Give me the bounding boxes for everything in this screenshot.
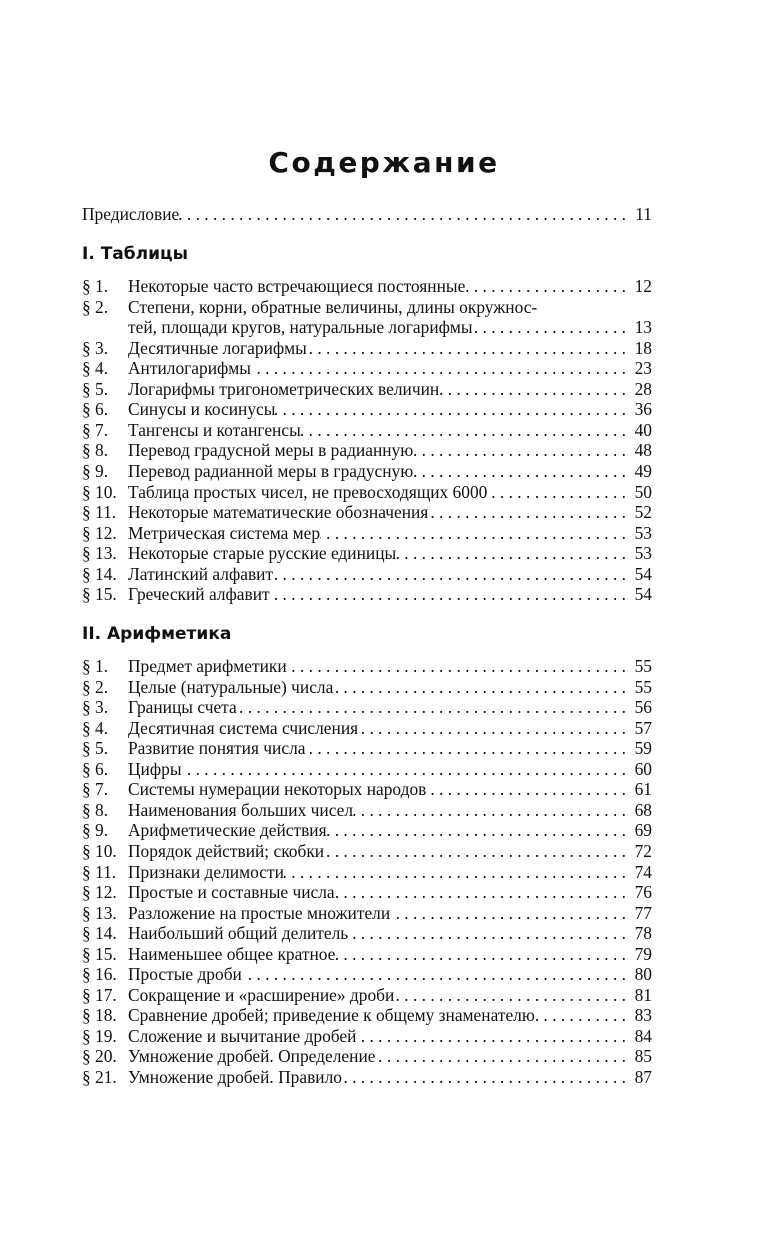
leader-dots — [535, 1005, 626, 1025]
toc-entry — [82, 1067, 652, 1087]
toc-entry-page: 49 — [634, 461, 652, 481]
leader-dots — [348, 923, 626, 943]
toc-entry-page: 87 — [634, 1067, 652, 1087]
toc-entry-text: Наибольший общий делитель — [128, 923, 349, 943]
section-number: § 2. — [82, 297, 109, 317]
toc-entry — [82, 502, 652, 522]
toc-entry-text: Предмет арифметики — [128, 656, 287, 676]
section-heading: I. Таблицы — [82, 244, 188, 264]
leader-dots — [287, 656, 626, 676]
toc-entry-text: Арифметические действия — [128, 820, 327, 840]
leader-dots — [242, 964, 626, 984]
section-number: § 11. — [82, 862, 117, 882]
toc-entry-page: 81 — [634, 985, 652, 1005]
toc-entry-text: Латинский алфавит — [128, 564, 274, 584]
toc-entry — [82, 461, 652, 481]
section-number: § 1. — [82, 276, 109, 296]
section-number: § 3. — [82, 697, 109, 717]
toc-entry-text: Сравнение дробей; приведение к общему знаменателю — [128, 1005, 535, 1025]
toc-entry-page: 53 — [634, 523, 652, 543]
toc-entry-text: Простые и составные числа — [128, 882, 335, 902]
leader-dots — [487, 482, 626, 502]
toc-entry-page: 69 — [634, 820, 652, 840]
toc-entry-page: 54 — [634, 584, 652, 604]
toc-entry-page: 79 — [634, 944, 652, 964]
toc-entry-text: Синусы и косинусы — [128, 399, 276, 419]
leader-dots — [327, 820, 626, 840]
section-number: § 12. — [82, 882, 117, 902]
toc-entry-text: Тангенсы и котангенсы — [128, 420, 301, 440]
toc-entry-page: 18 — [634, 338, 652, 358]
toc-entry-text: Десятичные логарифмы — [128, 338, 307, 358]
section-heading: II. Арифметика — [82, 624, 232, 644]
toc-entry-text: Метрическая система мер — [128, 523, 321, 543]
section-number: § 5. — [82, 379, 109, 399]
toc-entry-text: Некоторые часто встречающиеся постоянные — [128, 276, 466, 296]
toc-entry — [82, 759, 652, 779]
leader-dots — [270, 584, 626, 604]
leader-dots — [179, 204, 626, 224]
toc-entry-text: Антилогарифмы — [128, 358, 251, 378]
toc-entry — [82, 656, 652, 676]
leader-dots — [273, 564, 626, 584]
section-number: § 10. — [82, 841, 117, 861]
section-number: § 21. — [82, 1067, 117, 1087]
toc-entry — [82, 820, 652, 840]
toc-entry-page: 57 — [634, 718, 652, 738]
section-number: § 6. — [82, 759, 109, 779]
toc-entry — [82, 584, 652, 604]
toc-entry-text: Наименьшее общее кратное — [128, 944, 336, 964]
section-number: § 19. — [82, 1026, 117, 1046]
leader-dots — [333, 677, 626, 697]
section-number: § 8. — [82, 440, 109, 460]
toc-entry — [82, 779, 652, 799]
toc-entry-page: 84 — [634, 1026, 652, 1046]
toc-entry-text: Границы счета — [128, 697, 237, 717]
section-number: § 13. — [82, 543, 117, 563]
toc-entry-text: Цифры — [128, 759, 182, 779]
section-number: § 4. — [82, 718, 109, 738]
toc-entry-page: 61 — [634, 779, 652, 799]
toc-entry-text: Греческий алфавит — [128, 584, 270, 604]
toc-entry-page: 76 — [634, 882, 652, 902]
section-number: § 14. — [82, 923, 117, 943]
section-number: § 5. — [82, 738, 109, 758]
section-number: § 11. — [82, 502, 117, 522]
section-number: § 3. — [82, 338, 109, 358]
toc-entry-page: 80 — [634, 964, 652, 984]
leader-dots — [356, 1026, 626, 1046]
toc-entry — [82, 882, 652, 902]
toc-entry — [82, 543, 652, 563]
toc-entry-text: Сложение и вычитание дробей — [128, 1026, 357, 1046]
toc-entry — [82, 718, 652, 738]
toc-entry — [82, 985, 652, 1005]
toc-entry-page: 68 — [634, 800, 652, 820]
toc-entry — [82, 944, 652, 964]
toc-entry-page: 12 — [634, 276, 652, 296]
toc-entry-page: 50 — [634, 482, 652, 502]
toc-entry-text: Перевод градусной меры в радианную — [128, 440, 414, 460]
toc-entry-text: тей, площади кругов, натуральные логарифмы — [128, 317, 473, 337]
leader-dots — [275, 399, 626, 419]
toc-entry-page: 74 — [634, 862, 652, 882]
toc-entry-text: Перевод радианной меры в градусную — [128, 461, 414, 481]
leader-dots — [375, 1046, 626, 1066]
toc-entry-page: 40 — [634, 420, 652, 440]
section-number: § 12. — [82, 523, 117, 543]
toc-entry-page: 55 — [634, 677, 652, 697]
toc-entry-page: 48 — [634, 440, 652, 460]
toc-entry-text: Десятичная система счисления — [128, 718, 359, 738]
toc-entry-page: 36 — [634, 399, 652, 419]
toc-entry-text: Наименования больших чисел — [128, 800, 354, 820]
toc-entry-page: 55 — [634, 656, 652, 676]
toc-entry — [82, 738, 652, 758]
toc-entry — [82, 358, 652, 378]
leader-dots — [439, 379, 626, 399]
toc-entry-page: 28 — [634, 379, 652, 399]
toc-entry-text: Сокращение и «расширение» дроби — [128, 985, 395, 1005]
toc-entry-text: Системы нумерации некоторых народов — [128, 779, 427, 799]
section-number: § 7. — [82, 420, 109, 440]
toc-entry — [82, 379, 652, 399]
leader-dots — [251, 358, 626, 378]
leader-dots — [307, 338, 626, 358]
toc-entry-text: Признаки делимости — [128, 862, 284, 882]
leader-dots — [413, 461, 626, 481]
section-number: § 2. — [82, 677, 109, 697]
toc-entry-page: 13 — [634, 317, 652, 337]
toc-entry-text: Разложение на простые множители — [128, 903, 391, 923]
leader-dots — [473, 317, 626, 337]
toc-entry — [82, 677, 652, 697]
section-number: § 17. — [82, 985, 117, 1005]
toc-entry — [82, 964, 652, 984]
toc-entry-page: 85 — [634, 1046, 652, 1066]
toc-entry-page: 56 — [634, 697, 652, 717]
section-number: § 16. — [82, 964, 117, 984]
toc-entry — [82, 523, 652, 543]
toc-entry-text: Некоторые старые русские единицы — [128, 543, 397, 563]
toc-entry-text: Умножение дробей. Правило — [128, 1067, 342, 1087]
toc-entry-text: Умножение дробей. Определение — [128, 1046, 376, 1066]
toc-entry — [82, 923, 652, 943]
toc-entry-text: Степени, корни, обратные величины, длины окружнос- — [128, 297, 538, 317]
leader-dots — [335, 882, 626, 902]
section-number: § 4. — [82, 358, 109, 378]
toc-entry-page: 54 — [634, 564, 652, 584]
toc-entry-text: Простые дроби — [128, 964, 242, 984]
section-number: § 10. — [82, 482, 117, 502]
leader-dots — [237, 697, 626, 717]
section-number: § 8. — [82, 800, 109, 820]
leader-dots — [396, 543, 626, 563]
toc-entry-page: 72 — [634, 841, 652, 861]
toc-entry — [82, 297, 652, 317]
section-number: § 20. — [82, 1046, 117, 1066]
section-number: § 15. — [82, 944, 117, 964]
toc-entry — [82, 697, 652, 717]
toc-entry — [82, 317, 652, 337]
toc-entry-page: 53 — [634, 543, 652, 563]
section-number: § 14. — [82, 564, 117, 584]
leader-dots — [305, 738, 626, 758]
leader-dots — [301, 420, 626, 440]
leader-dots — [353, 800, 626, 820]
toc-entry — [82, 420, 652, 440]
toc-entry — [82, 1046, 652, 1066]
toc-entry-preface — [82, 204, 652, 224]
section-number: § 1. — [82, 656, 109, 676]
leader-dots — [465, 276, 626, 296]
toc-entry — [82, 1005, 652, 1025]
toc-entry — [82, 564, 652, 584]
toc-entry — [82, 841, 652, 861]
section-number: § 9. — [82, 461, 109, 481]
section-number: § 7. — [82, 779, 109, 799]
toc-entry — [82, 903, 652, 923]
section-number: § 18. — [82, 1005, 117, 1025]
toc-entry-page: 78 — [634, 923, 652, 943]
toc-entry-page: 23 — [634, 358, 652, 378]
toc-entry — [82, 1026, 652, 1046]
section-number: § 6. — [82, 399, 109, 419]
leader-dots — [358, 718, 626, 738]
toc-entry-text: Развитие понятия числа — [128, 738, 306, 758]
toc-entry-page: 60 — [634, 759, 652, 779]
leader-dots — [428, 502, 626, 522]
leader-dots — [324, 841, 626, 861]
toc-entry-text: Логарифмы тригонометрических величин — [128, 379, 440, 399]
leader-dots — [342, 1067, 626, 1087]
section-number: § 9. — [82, 820, 109, 840]
leader-dots — [182, 759, 626, 779]
toc-entry-text: Целые (натуральные) числа — [128, 677, 334, 697]
toc-entry-page: 52 — [634, 502, 652, 522]
toc-entry — [82, 482, 652, 502]
toc-entry-page: 83 — [634, 1005, 652, 1025]
toc-entry-text: Некоторые математические обозначения — [128, 502, 429, 522]
leader-dots — [390, 903, 626, 923]
toc-entry-page: 59 — [634, 738, 652, 758]
toc-entry — [82, 862, 652, 882]
toc-entry-text: Таблица простых чисел, не превосходящих 6000 — [128, 482, 488, 502]
section-number: § 15. — [82, 584, 117, 604]
leader-dots — [426, 779, 626, 799]
leader-dots — [320, 523, 626, 543]
toc-entry-text: Предисловие — [82, 204, 180, 224]
toc-entry — [82, 276, 652, 296]
toc-entry — [82, 800, 652, 820]
toc-entry-page: 11 — [635, 204, 652, 224]
leader-dots — [284, 862, 626, 882]
section-number: § 13. — [82, 903, 117, 923]
toc-entry-page: 77 — [634, 903, 652, 923]
toc-entry — [82, 338, 652, 358]
leader-dots — [335, 944, 626, 964]
toc-entry — [82, 399, 652, 419]
page-title: Содержание — [268, 146, 500, 179]
leader-dots — [413, 440, 626, 460]
leader-dots — [394, 985, 626, 1005]
toc-entry — [82, 440, 652, 460]
toc-entry-text: Порядок действий; скобки — [128, 841, 325, 861]
